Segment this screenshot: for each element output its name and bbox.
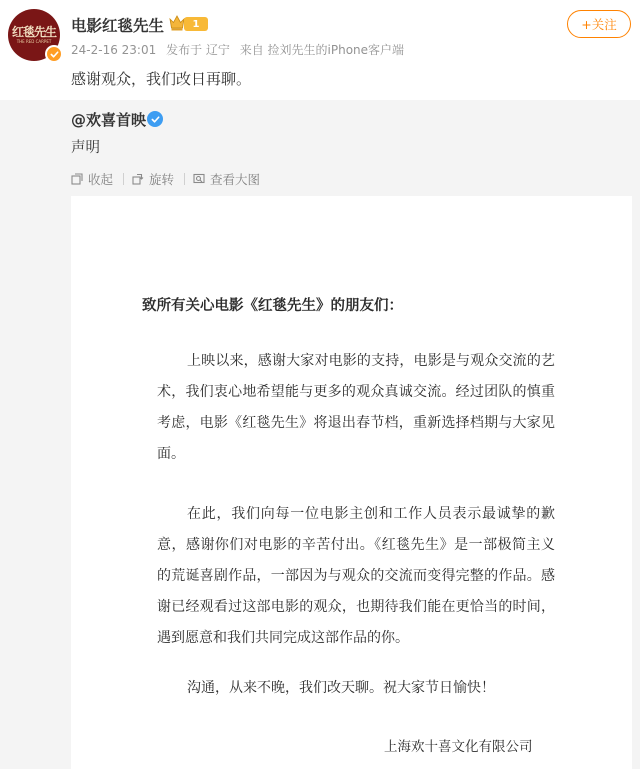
- post-location: 发布于 辽宁: [166, 43, 230, 57]
- avatar-logo-subtext: THE RED CARPET: [16, 39, 52, 44]
- statement-paragraph-2: 在此，我们向每一位电影主创和工作人员表示最诚挚的歉意，感谢你们对电影的辛苦付出。《红毯先生》是一部极简主义的荒诞喜剧作品，一部因为与观众的交流而变得完整的作品。感谢已经观看过这部电影的观众，也期待我们能在更恰当的时间，遇到愿意和我们共同完成这部作品的你。: [157, 506, 555, 646]
- post-source: 来自 捡刘先生的iPhone客户端: [239, 43, 405, 57]
- crown-icon: [169, 14, 185, 32]
- post-username[interactable]: 电影红毯先生: [71, 17, 165, 35]
- post-meta: [71, 41, 410, 58]
- original-post-text: 声明: [71, 140, 100, 156]
- collapse-label: 收起: [88, 172, 114, 187]
- avatar-logo-text: 红毯先生: [11, 25, 56, 39]
- post-text: 感谢观众，我们改日再聊。: [71, 70, 252, 88]
- follow-button[interactable]: +关注: [567, 10, 631, 38]
- rotate-label: 旋转: [149, 172, 175, 187]
- avatar[interactable]: [8, 9, 60, 61]
- statement-paragraph-1: 上映以来，感谢大家对电影的支持，电影是与观众交流的艺术，我们衷心地希望能与更多的观众真诚交流。经过团队的慎重考虑，电影《红毯先生》将退出春节档，重新选择档期与大家见面。: [157, 353, 555, 462]
- collapse-icon: [71, 173, 83, 185]
- toolbar-divider: [184, 173, 185, 185]
- rotate-button[interactable]: [132, 170, 174, 188]
- original-author-link[interactable]: @欢喜首映: [71, 111, 147, 129]
- toolbar-divider: [123, 173, 124, 185]
- view-large-label: 查看大图: [210, 172, 261, 187]
- post-container: [0, 0, 640, 100]
- collapse-button[interactable]: [71, 170, 113, 188]
- verified-blue-icon: [147, 111, 163, 127]
- view-large-button[interactable]: [193, 170, 260, 188]
- post-date[interactable]: 24-2-16 23:01: [71, 43, 157, 57]
- statement-image[interactable]: [71, 196, 632, 769]
- level-badge: 1: [184, 17, 208, 31]
- statement-signature: 上海欢十喜文化有限公司: [384, 739, 533, 755]
- statement-paragraph-3: 沟通，从来不晚，我们改天聊。祝大家节日愉快！: [187, 680, 495, 696]
- verified-badge-icon: [45, 45, 63, 63]
- statement-heading: 致所有关心电影《红毯先生》的朋友们：: [142, 297, 403, 314]
- magnify-image-icon: [193, 173, 205, 185]
- rotate-icon: [132, 173, 144, 185]
- image-toolbar: [71, 170, 260, 188]
